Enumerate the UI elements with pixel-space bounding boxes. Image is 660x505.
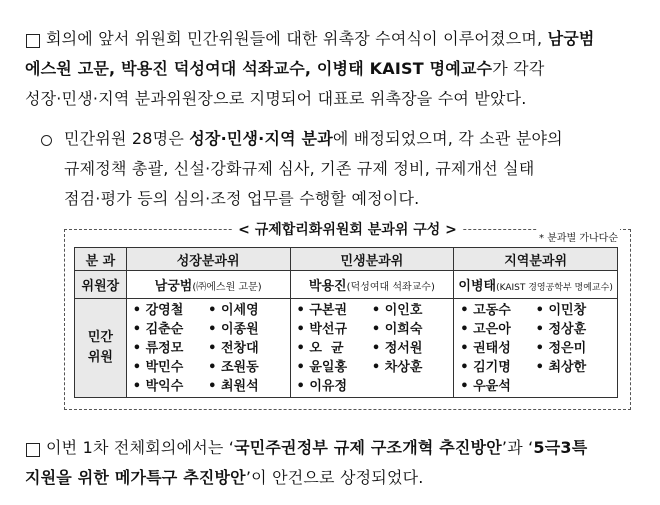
member-list [127, 299, 290, 396]
member-name: • 권태성 [460, 340, 535, 358]
table-header-row [75, 248, 618, 271]
member-list [454, 299, 617, 396]
chair-affiliation: (KAIST 경영공학부 명예교수) [496, 283, 613, 293]
text-highlight: 성장·민생·지역 분과 [189, 129, 333, 148]
paragraph-line: 점검·평가 등의 심의·조정 업무를 수행할 예정이다. [64, 189, 420, 208]
chair-name: 박용진 [308, 279, 347, 294]
committee-table [74, 247, 618, 398]
text-highlight: 5극3특 [533, 438, 588, 457]
paragraph-line [25, 54, 544, 84]
text-segment: 에 배정되었으며, 각 소관 분야의 [332, 129, 563, 148]
member-name: • 오 균 [297, 340, 372, 358]
paragraph-line [46, 24, 595, 54]
member-name: • 이희숙 [372, 321, 447, 339]
member-name: • 이종원 [208, 321, 283, 339]
member-name: • 김춘순 [133, 321, 208, 339]
paragraph-line: 규제정책 총괄, 신설·강화규제 심사, 기존 규제 정비, 규제개선 실태 [64, 159, 535, 178]
chair-affiliation: (덕성여대 석좌교수) [346, 282, 435, 293]
header-label: 분 과 [75, 248, 127, 271]
member-name: • 정상훈 [536, 321, 611, 339]
header-group-growth: 성장분과위 [126, 248, 290, 271]
text-segment: 민간위원 28명은 [64, 129, 184, 148]
chair-affiliation: (㈜에스원 고문) [192, 282, 262, 293]
member-name: • 조원동 [208, 359, 283, 377]
member-name: • 이민창 [536, 302, 611, 320]
table-members-row [75, 299, 618, 398]
chair-name: 남궁범 [154, 279, 193, 294]
header-group-region: 지역분과위 [454, 248, 618, 271]
circle-bullet-icon [41, 135, 52, 146]
panel-title-text: < 규제합리화위원회 분과위 구성 > [232, 222, 463, 238]
checkbox-bullet-icon [26, 34, 40, 48]
paragraph-line [46, 433, 587, 463]
member-name: • 김기명 [460, 359, 535, 377]
member-name: • 이세영 [208, 302, 283, 320]
member-name: • 정은미 [536, 340, 611, 358]
text-segment: ’이 안건으로 상정되었다. [245, 468, 424, 487]
member-name: • 전창대 [208, 340, 283, 358]
member-name: • 류정모 [133, 340, 208, 358]
member-name: • 차상훈 [372, 359, 447, 377]
member-name: • 고은아 [460, 321, 535, 339]
text-segment: 가 각각 [492, 59, 545, 78]
chair-label: 위원장 [75, 271, 127, 299]
member-name: • 구본권 [297, 302, 372, 320]
chair-cell [126, 271, 290, 299]
table-chair-row [75, 271, 618, 299]
header-group-livelihood: 민생분과위 [290, 248, 454, 271]
chair-cell [290, 271, 454, 299]
member-name: • 우윤석 [460, 378, 535, 396]
members-label: 민간 위원 [75, 299, 127, 398]
member-list [291, 299, 454, 396]
member-name: • 윤일홍 [297, 359, 372, 377]
member-name: • 박선규 [297, 321, 372, 339]
member-name: • 박민수 [133, 359, 208, 377]
text-highlight: 지원을 위한 메가특구 추진방안 [25, 468, 246, 487]
paragraph-line [25, 463, 424, 493]
paragraph-line [64, 124, 563, 154]
checkbox-bullet-icon [26, 443, 40, 457]
text-highlight: 남궁범 [547, 29, 595, 48]
member-name: • 강영철 [133, 302, 208, 320]
chair-name: 이병태 [458, 279, 497, 294]
member-name: • 이유정 [297, 378, 372, 396]
committee-panel [64, 222, 631, 410]
chair-cell [454, 271, 618, 299]
member-name: • 이인호 [372, 302, 447, 320]
members-cell [290, 299, 454, 398]
member-name: • 정서원 [372, 340, 447, 358]
member-name: • 고동수 [460, 302, 535, 320]
panel-note: * 분과별 가나다순 [537, 229, 620, 244]
text-highlight: 국민주권정부 규제 구조개혁 추진방안 [234, 438, 502, 457]
member-name: • 최상한 [536, 359, 611, 377]
text-segment: 이번 1차 전체회의에서는 ‘ [46, 438, 235, 457]
text-segment: ’과 ‘ [501, 438, 534, 457]
member-name: • 최원석 [208, 378, 283, 396]
members-cell [126, 299, 290, 398]
member-name: • 박익수 [133, 378, 208, 396]
text-highlight: 에스원 고문, 박용진 덕성여대 석좌교수, 이병태 KAIST 명예교수 [25, 59, 493, 78]
paragraph-line: 성장·민생·지역 분과위원장으로 지명되어 대표로 위촉장을 수여 받았다. [25, 89, 527, 108]
text-segment: 회의에 앞서 위원회 민간위원들에 대한 위촉장 수여식이 이루어졌으며, [46, 29, 543, 48]
members-cell [454, 299, 618, 398]
